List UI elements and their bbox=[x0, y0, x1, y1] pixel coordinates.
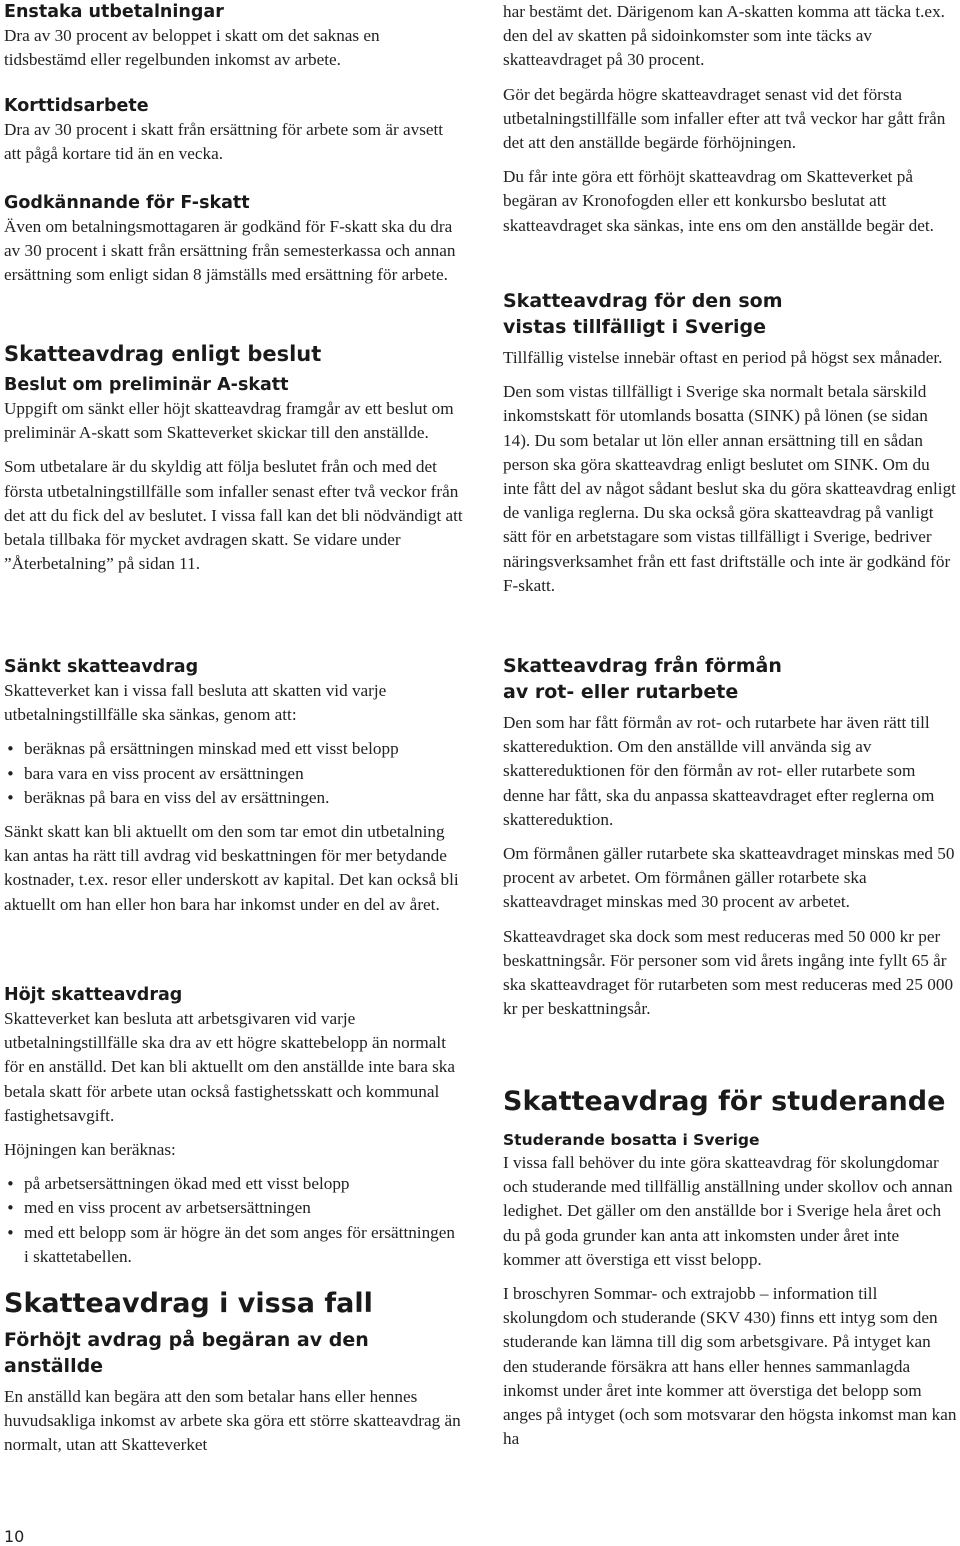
heading-rot: Skatteavdrag från förmån av rot- eller rutarbete bbox=[503, 655, 782, 703]
heading-studerande: Skatteavdrag för studerande bbox=[503, 1086, 946, 1117]
text-studerande-1: I vissa fall behöver du inte göra skatteavdrag för skolungdomar och studerande med tillfällig anställning under skollov och annan ledighet. Det gäller om den anställde bor i Sverige hela året och du på goda grunder kan anta att inkomsten under året inte kommer att överstiga ett visst belopp. bbox=[503, 1153, 953, 1269]
section-enstaka bbox=[4, 0, 464, 82]
subheading-vissa-fall: Förhöjt avdrag på begäran av den anställde bbox=[4, 1329, 369, 1377]
list-item: • beräknas på bara en viss del av ersättningen. bbox=[4, 786, 464, 810]
text-rot-3: Skatteavdraget ska dock som mest reduceras med 50 000 kr per beskattningsår. För personer som vid årets ingång inte fyllt 65 år ska skatteavdraget för rutarbeten som mest reduceras med 25 000 kr per beskattningsår. bbox=[503, 926, 954, 1019]
text-hojt-1: Skatteverket kan besluta att arbetsgivaren vid varje utbetalningstillfälle ska dra av ett högre skattebelopp än normalt för en anställd. Det kan bli aktuellt om den anställde inte bara ska betala skatt för arbete utan också fastighetsskatt och kommunal fastighetsavgift. bbox=[4, 1009, 456, 1125]
heading-hojt: Höjt skatteavdrag bbox=[4, 985, 183, 1005]
section-beslut bbox=[4, 339, 464, 586]
text-tillfalligt-2: Den som vistas tillfälligt i Sverige ska normalt betala särskild inkomstskatt för utomlands bosatta (SINK) på lönen (se sidan 14). Du som betalar ut lön eller annan ersättning till en sådan person ska göra skatteavdrag enligt beslutet om SINK. Om du inte fått del av något sådant beslut ska du göra skatteavdrag enligt de vanliga reglerna. Du ska också göra skatteavdrag på vanligt sätt för en arbetstagare som vistas tillfälligt i Sverige, bedriver näringsverksamhet från ett fast driftställe och inte är godkänd för F-skatt. bbox=[503, 382, 956, 595]
section-sankt bbox=[4, 655, 464, 927]
heading-fskatt: Godkännande för F-skatt bbox=[4, 193, 250, 213]
section-continuation bbox=[503, 0, 957, 248]
section-studerande bbox=[503, 1085, 957, 1461]
text-rot-1: Den som har fått förmån av rot- och rutarbete har även rätt till skattereduktion. Om den anställde vill använda sig av skattereduktionen för den förmån av rot- eller rutarbete som denne har fått, ska du anpassa skatteavdraget efter reglerna om skattereduktion. bbox=[503, 713, 935, 829]
list-item: • på arbetsersättningen ökad med ett visst belopp bbox=[4, 1172, 464, 1196]
section-rot bbox=[503, 653, 957, 1031]
list-item: • med en viss procent av arbetsersättningen bbox=[4, 1196, 464, 1220]
list-item: • bara vara en viss procent av ersättningen bbox=[4, 762, 464, 786]
list-hojt bbox=[4, 1172, 464, 1269]
text-tillfalligt-1: Tillfällig vistelse innebär oftast en period på högst sex månader. bbox=[503, 348, 943, 367]
heading-tillfalligt: Skatteavdrag för den som vistas tillfälligt i Sverige bbox=[503, 290, 783, 338]
text-beslut-1: Uppgift om sänkt eller höjt skatteavdrag framgår av ett beslut om preliminär A-skatt som Skatteverket skickar till den anställde. bbox=[4, 399, 454, 443]
text-korttid: Dra av 30 procent i skatt från ersättning för arbete som är avsett att pågå kortare tid än en vecka. bbox=[4, 120, 444, 164]
page-number: 10 bbox=[4, 1527, 25, 1546]
section-hojt bbox=[4, 983, 464, 1279]
text-sankt-2: Sänkt skatt kan bli aktuellt om den som tar emot din utbetalning kan antas ha rätt till avdrag vid beskattningen för mer betydande kostnader, t.ex. resor eller underskott av kapital. Det kan också bli aktuellt om han eller hon bara har inkomst under en del av året. bbox=[4, 822, 459, 914]
section-fskatt bbox=[4, 191, 464, 298]
heading-sankt: Sänkt skatteavdrag bbox=[4, 657, 199, 677]
list-item: • beräknas på ersättningen minskad med ett visst belopp bbox=[4, 737, 464, 761]
text-vissa-fall: En anställd kan begära att den som betalar hans eller hennes huvudsakliga inkomst av arbete ska göra ett större skatteavdrag än normalt, utan att Skatteverket bbox=[4, 1387, 461, 1455]
text-cont-3: Du får inte göra ett förhöjt skatteavdrag om Skatteverket på begäran av Kronofogden eller ett konkursbo beslutat att skatteavdraget ska sänkas, inte ens om den anställde begär det. bbox=[503, 167, 934, 235]
text-enstaka: Dra av 30 procent av beloppet i skatt om det saknas en tidsbestämd eller regelbunden inkomst av arbete. bbox=[4, 26, 380, 70]
subheading-beslut: Beslut om preliminär A-skatt bbox=[4, 375, 289, 395]
text-hojt-intro: Höjningen kan beräknas: bbox=[4, 1140, 176, 1160]
list-item: • med ett belopp som är högre än det som anges för ersättningen i skattetabellen. bbox=[4, 1221, 464, 1269]
text-cont-2: Gör det begärda högre skatteavdraget senast vid det första utbetalningstillfälle som infaller efter att två veckor har gått från det att den anställde begärde förhöjningen. bbox=[503, 84, 946, 153]
heading-vissa-fall: Skatteavdrag i vissa fall bbox=[4, 1288, 373, 1319]
section-tillfalligt bbox=[503, 288, 957, 608]
text-studerande-2: I broschyren Sommar- och extrajobb – information till skolungdom och studerande (SKV 430) finns ett intyg som den studerande kan lämna till dig som arbetsgivare. På intyget kan den studerande försäkra att hans eller hennes sammanlagda inkomst under året inte kommer att överstiga det belopp som anges på intyget (och som motsvarar den högsta inkomst man kan ha bbox=[503, 1284, 957, 1449]
heading-beslut: Skatteavdrag enligt beslut bbox=[4, 342, 322, 366]
text-beslut-2: Som utbetalare är du skyldig att följa beslutet från och med det första utbetalningstillfälle som infaller senast efter två veckor från det att du fick del av beslutet. I vissa fall kan det bli nödvändigt att betala tillbaka för mycket avdragen skatt. Se vidare under ”Återbetalning” på sidan 11. bbox=[4, 457, 463, 574]
section-vissa-fall bbox=[4, 1287, 464, 1468]
list-sankt bbox=[4, 737, 464, 810]
text-cont-1: har bestämt det. Därigenom kan A-skatten komma att täcka t.ex. den del av skatten på sidoinkomster som inte täcks av skatteavdraget på 30 procent. bbox=[503, 2, 945, 70]
text-sankt-intro: Skatteverket kan i vissa fall besluta att skatten vid varje utbetalningstillfälle ska sänkas, genom att: bbox=[4, 681, 387, 725]
text-rot-2: Om förmånen gäller rutarbete ska skatteavdraget minskas med 50 procent av arbetet. Om förmånen gäller rotarbete ska skatteavdraget minskas med 30 procent av arbetet. bbox=[503, 844, 955, 912]
subheading-studerande: Studerande bosatta i Sverige bbox=[503, 1131, 760, 1149]
text-fskatt: Även om betalningsmottagaren är godkänd för F-skatt ska du dra av 30 procent i skatt från ersättning från semesterkassa och annan ersättning som enligt sidan 8 jämställs med ersättning för arbete. bbox=[4, 217, 456, 285]
section-korttid bbox=[4, 94, 464, 176]
heading-enstaka: Enstaka utbetalningar bbox=[4, 2, 224, 22]
heading-korttid: Korttidsarbete bbox=[4, 96, 149, 116]
